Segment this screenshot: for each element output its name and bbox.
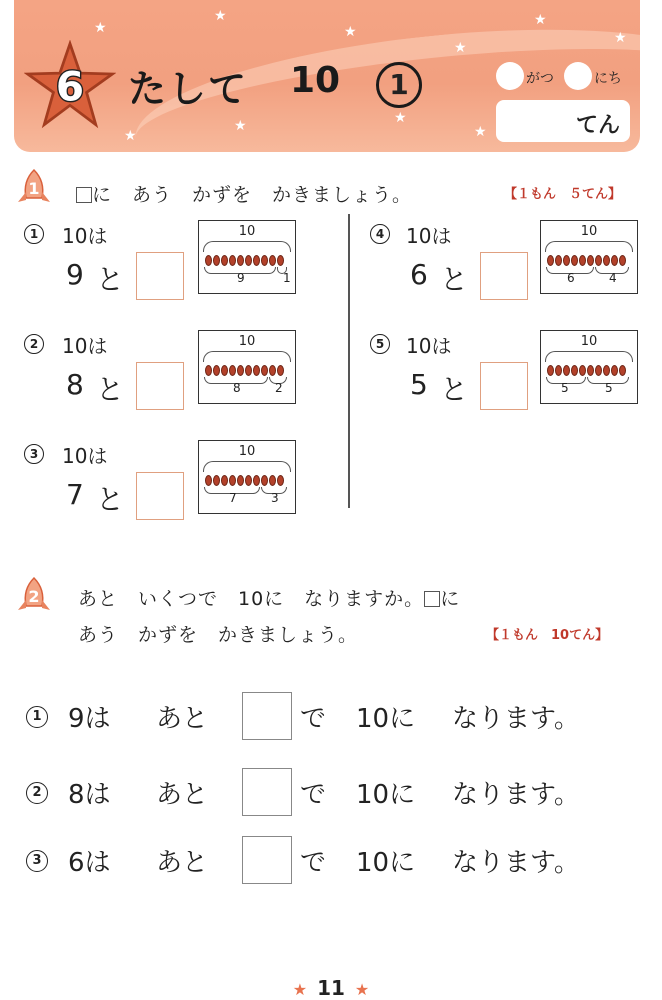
page-footer — [0, 976, 662, 1000]
month-label: がつ — [526, 71, 554, 87]
problem-5-bead-diagram — [540, 330, 638, 404]
question-3-number: 3 — [26, 850, 48, 872]
section-2-instruction-line2: あう かずを かきましょう。 — [78, 624, 359, 646]
problem-2-number: 2 — [24, 334, 44, 354]
diagram-right-count: 3 — [271, 491, 279, 505]
page-title: たして — [128, 67, 249, 111]
problem-2-to: と — [96, 373, 125, 406]
section-2-instruction-line1 — [78, 584, 460, 611]
problem-4-answer-box[interactable] — [480, 252, 528, 300]
score-field[interactable] — [496, 100, 630, 142]
bead-icon — [595, 255, 602, 266]
diagram-brace — [545, 241, 633, 252]
section-2-points: 【１もん 10てん】 — [486, 628, 609, 643]
problem-1-head: 10は — [62, 224, 108, 248]
footer-star-icon: ★ — [292, 980, 308, 999]
bead-row — [205, 365, 284, 377]
question-2-ato: あと — [156, 780, 209, 810]
bead-icon — [555, 365, 562, 376]
bead-icon — [253, 475, 260, 486]
bead-icon — [277, 255, 284, 266]
question-1-end: なります。 — [452, 704, 580, 734]
bead-icon — [619, 365, 626, 376]
bead-icon — [213, 365, 220, 376]
problem-3-given: 7 — [66, 478, 84, 511]
question-2-end: なります。 — [452, 780, 580, 810]
bead-icon — [603, 255, 610, 266]
day-label: にち — [594, 71, 622, 87]
bead-icon — [563, 365, 570, 376]
bead-icon — [237, 255, 244, 266]
problem-5-head: 10は — [406, 334, 452, 358]
problem-3-answer-box[interactable] — [136, 472, 184, 520]
question-1-de: で — [300, 704, 327, 734]
bead-icon — [253, 365, 260, 376]
diagram-total: 10 — [580, 334, 598, 349]
title-sub-number: 1 — [376, 62, 422, 108]
bead-icon — [205, 475, 212, 486]
question-2-number: 2 — [26, 782, 48, 804]
bead-icon — [205, 365, 212, 376]
problem-1-answer-box[interactable] — [136, 252, 184, 300]
diagram-total: 10 — [238, 224, 256, 239]
star-decoration-icon: ★ — [614, 30, 627, 46]
diagram-left-count: 6 — [567, 271, 575, 285]
star-decoration-icon: ★ — [394, 110, 407, 126]
bead-icon — [269, 365, 276, 376]
problem-1-number: 1 — [24, 224, 44, 244]
bead-icon — [261, 475, 268, 486]
bead-row — [547, 365, 626, 377]
section-2-instruction-text: あと いくつで 10に なりますか。 — [78, 588, 425, 610]
bead-icon — [547, 255, 554, 266]
header-banner — [14, 0, 640, 152]
bead-icon — [221, 475, 228, 486]
diagram-left-count: 9 — [237, 271, 245, 285]
problem-4-bead-diagram — [540, 220, 638, 294]
bead-icon — [277, 475, 284, 486]
problem-3-number: 3 — [24, 444, 44, 464]
bead-icon — [603, 365, 610, 376]
section-1-points: 【１もん ５てん】 — [504, 187, 622, 202]
blank-square-icon — [76, 187, 92, 203]
bead-icon — [579, 255, 586, 266]
diagram-brace — [203, 351, 291, 362]
problem-2-answer-box[interactable] — [136, 362, 184, 410]
bead-icon — [205, 255, 212, 266]
section-2-instruction-suffix: に — [440, 588, 461, 610]
problem-2-bead-diagram — [198, 330, 296, 404]
bead-icon — [587, 255, 594, 266]
bead-icon — [237, 365, 244, 376]
bead-icon — [269, 475, 276, 486]
bead-icon — [547, 365, 554, 376]
column-divider — [348, 214, 350, 508]
problem-3-to: と — [96, 483, 125, 516]
score-label: てん — [575, 113, 620, 138]
bead-icon — [245, 365, 252, 376]
star-decoration-icon: ★ — [454, 40, 467, 56]
unit-star-badge-icon — [24, 40, 116, 132]
problem-4-to: と — [440, 263, 469, 296]
question-3-given: 6は — [68, 848, 111, 878]
page-number: 11 — [317, 976, 345, 1000]
bead-icon — [261, 365, 268, 376]
problem-4-given: 6 — [410, 258, 428, 291]
bead-row — [547, 255, 626, 267]
diagram-left-count: 7 — [229, 491, 237, 505]
question-2-ten: 10に — [356, 780, 416, 810]
bead-icon — [587, 365, 594, 376]
problem-2-head: 10は — [62, 334, 108, 358]
unit-number: 6 — [55, 62, 85, 111]
question-1-given: 9は — [68, 704, 111, 734]
problem-5-answer-box[interactable] — [480, 362, 528, 410]
bead-icon — [261, 255, 268, 266]
bead-icon — [277, 365, 284, 376]
section-2-number: 2 — [28, 587, 40, 606]
star-decoration-icon: ★ — [124, 128, 137, 144]
bead-icon — [611, 255, 618, 266]
bead-icon — [213, 255, 220, 266]
question-2-given: 8は — [68, 780, 111, 810]
bead-icon — [555, 255, 562, 266]
bead-icon — [213, 475, 220, 486]
question-2-answer-box[interactable] — [242, 768, 292, 816]
problem-4-number: 4 — [370, 224, 390, 244]
diagram-brace — [203, 241, 291, 252]
section-1-instruction — [76, 180, 412, 207]
problem-5-given: 5 — [410, 368, 428, 401]
problem-2-given: 8 — [66, 368, 84, 401]
bead-icon — [611, 365, 618, 376]
question-1-number: 1 — [26, 706, 48, 728]
diagram-left-count: 5 — [561, 381, 569, 395]
bead-icon — [221, 255, 228, 266]
question-1-ato: あと — [156, 704, 209, 734]
bead-icon — [619, 255, 626, 266]
problem-3-bead-diagram — [198, 440, 296, 514]
bead-icon — [563, 255, 570, 266]
question-3-end: なります。 — [452, 848, 580, 878]
diagram-total: 10 — [580, 224, 598, 239]
bead-row — [205, 475, 284, 487]
problem-3-head: 10は — [62, 444, 108, 468]
bead-icon — [571, 255, 578, 266]
bead-icon — [229, 475, 236, 486]
question-1-ten: 10に — [356, 704, 416, 734]
star-decoration-icon: ★ — [94, 20, 107, 36]
bead-icon — [229, 365, 236, 376]
star-decoration-icon: ★ — [344, 24, 357, 40]
diagram-right-count: 1 — [283, 271, 291, 285]
bead-icon — [253, 255, 260, 266]
bead-icon — [221, 365, 228, 376]
section-1-number: 1 — [28, 179, 40, 198]
blank-square-icon — [424, 591, 440, 607]
problem-5-to: と — [440, 373, 469, 406]
bead-icon — [571, 365, 578, 376]
bead-icon — [269, 255, 276, 266]
section-1-instruction-text: に あう かずを かきましょう。 — [92, 184, 413, 206]
diagram-right-count: 2 — [275, 381, 283, 395]
diagram-right-count: 5 — [605, 381, 613, 395]
bead-row — [205, 255, 284, 267]
problem-4-head: 10は — [406, 224, 452, 248]
question-3-answer-box[interactable] — [242, 836, 292, 884]
question-3-ato: あと — [156, 848, 209, 878]
month-input[interactable] — [496, 62, 524, 90]
question-2-de: で — [300, 780, 327, 810]
question-1-answer-box[interactable] — [242, 692, 292, 740]
star-decoration-icon: ★ — [474, 124, 487, 140]
bead-icon — [245, 475, 252, 486]
diagram-left-count: 8 — [233, 381, 241, 395]
diagram-right-count: 4 — [609, 271, 617, 285]
problem-5-number: 5 — [370, 334, 390, 354]
question-3-de: で — [300, 848, 327, 878]
day-input[interactable] — [564, 62, 592, 90]
title-number: 10 — [290, 60, 341, 101]
star-decoration-icon: ★ — [214, 8, 227, 24]
bead-icon — [229, 255, 236, 266]
problem-1-bead-diagram — [198, 220, 296, 294]
section-1-rocket-icon — [16, 168, 52, 208]
bead-icon — [595, 365, 602, 376]
question-3-ten: 10に — [356, 848, 416, 878]
footer-star-icon: ★ — [354, 980, 370, 999]
section-2-rocket-icon — [16, 576, 52, 616]
star-decoration-icon: ★ — [234, 118, 247, 134]
diagram-total: 10 — [238, 444, 256, 459]
problem-1-given: 9 — [66, 258, 84, 291]
diagram-brace — [545, 351, 633, 362]
bead-icon — [579, 365, 586, 376]
bead-icon — [237, 475, 244, 486]
bead-icon — [245, 255, 252, 266]
diagram-total: 10 — [238, 334, 256, 349]
diagram-brace — [203, 461, 291, 472]
problem-1-to: と — [96, 263, 125, 296]
star-decoration-icon: ★ — [534, 12, 547, 28]
